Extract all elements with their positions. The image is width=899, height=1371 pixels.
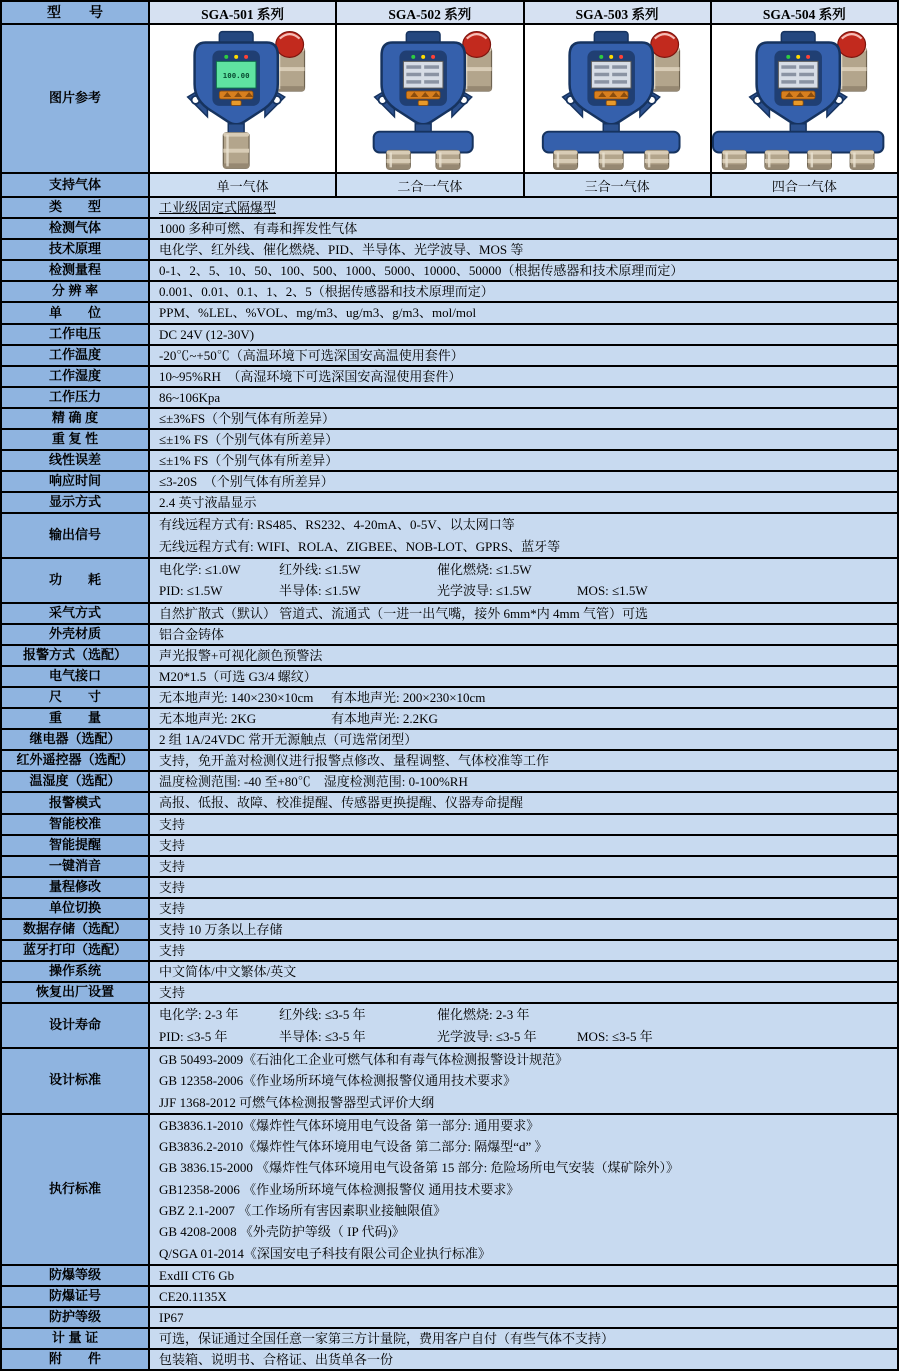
- spec-label: 工作湿度: [2, 367, 150, 386]
- spec-value-line: [159, 793, 893, 812]
- spec-row: [2, 282, 897, 303]
- spec-row: [2, 261, 897, 282]
- spec-value: 支持: [159, 858, 186, 874]
- spec-value-line: [159, 1049, 893, 1070]
- spec-value-cell: [150, 261, 897, 280]
- image-cells: [150, 25, 897, 172]
- gas-type-cell: 三合一气体: [525, 174, 712, 196]
- spec-value-line: [159, 430, 893, 449]
- spec-row: [2, 559, 897, 604]
- spec-value: 光学波导: ≤1.5W: [437, 583, 532, 599]
- spec-label: 量程修改: [2, 878, 150, 897]
- spec-value-line: [159, 1092, 893, 1113]
- spec-value-cell: [150, 219, 897, 238]
- spec-value: 支持: [159, 900, 186, 916]
- model-header-sga-503: SGA-503 系列: [525, 2, 712, 23]
- spec-value: 无本地声光: 2KG: [159, 711, 257, 727]
- spec-value: DC 24V (12-30V): [159, 326, 255, 342]
- spec-value: 电化学: ≤1.0W: [159, 562, 241, 577]
- spec-value: 支持: [159, 879, 186, 895]
- spec-value-cell: [150, 1329, 897, 1348]
- spec-value-line: [159, 261, 893, 280]
- spec-value-cell: [150, 625, 897, 644]
- spec-value: -20℃~+50℃（高温环境下可选深国安高温使用套件）: [159, 347, 464, 363]
- spec-value-cell: [150, 857, 897, 876]
- spec-label: 附 件: [2, 1350, 150, 1369]
- spec-value-line: [159, 1026, 893, 1047]
- spec-label: 防爆证号: [2, 1287, 150, 1306]
- spec-value: 有本地声光: 2.2KG: [331, 711, 438, 727]
- spec-row: [2, 688, 897, 709]
- gas-row-label: 支持气体: [2, 174, 150, 196]
- spec-value-line: [159, 282, 893, 301]
- spec-label: 响应时间: [2, 472, 150, 491]
- spec-value-line: [159, 409, 893, 428]
- spec-label: 外壳材质: [2, 625, 150, 644]
- spec-label: 技术原理: [2, 240, 150, 259]
- spec-value-cell: [150, 941, 897, 960]
- spec-value: M20*1.5（可选 G3/4 螺纹）: [159, 668, 317, 684]
- spec-value: 支持: [159, 816, 186, 832]
- product-image-sga-502: [337, 25, 524, 172]
- spec-value-cell: [150, 198, 897, 217]
- spec-value-line: [159, 1221, 893, 1242]
- spec-label: 设计标准: [2, 1049, 150, 1113]
- image-row: [2, 25, 897, 174]
- spec-value-cell: [150, 1115, 897, 1264]
- spec-value: GB 12358-2006《作业场所环境气体检测报警仪通用技术要求》: [159, 1073, 517, 1089]
- spec-value-line: [159, 730, 893, 749]
- spec-row: [2, 430, 897, 451]
- spec-label: 类 型: [2, 198, 150, 217]
- spec-value-cell: [150, 240, 897, 259]
- spec-value-cell: [150, 451, 897, 470]
- spec-value: 催化燃烧: 2-3 年: [437, 1007, 530, 1023]
- spec-value-line: [159, 388, 893, 407]
- product-image-sga-504: [712, 25, 897, 172]
- spec-row: [2, 1266, 897, 1287]
- spec-value: 1000 多种可燃、有毒和挥发性气体: [159, 221, 358, 237]
- spec-label: 电气接口: [2, 667, 150, 686]
- model-header-cells: [150, 2, 897, 23]
- spec-label: 单位切换: [2, 899, 150, 918]
- spec-value: 0-1、2、5、10、50、100、500、1000、5000、10000、50000（根据传感器和技术原理而定）: [159, 263, 684, 279]
- spec-label: 检测气体: [2, 219, 150, 238]
- spec-value-line: [159, 472, 893, 491]
- spec-value-cell: [150, 1004, 897, 1047]
- spec-value-line: [159, 198, 893, 217]
- spec-value-line: [159, 920, 893, 939]
- spec-value-cell: [150, 1350, 897, 1369]
- spec-row: [2, 1350, 897, 1369]
- svg-text:100.00: 100.00: [222, 71, 250, 81]
- spec-value: GB 50493-2009《石油化工企业可燃气体和有毒气体检测报警设计规范》: [159, 1051, 569, 1067]
- image-row-label: 图片参考: [2, 25, 150, 172]
- spec-value: 半导体: ≤1.5W: [279, 583, 361, 599]
- spec-row: [2, 625, 897, 646]
- spec-value: MOS: ≤3-5 年: [577, 1028, 653, 1044]
- gas-detector-single-illustration: [150, 25, 335, 172]
- gas-detector-quad-illustration: [712, 25, 897, 172]
- spec-label: 采气方式: [2, 604, 150, 623]
- spec-value-line: [159, 367, 893, 386]
- spec-label: 执行标准: [2, 1115, 150, 1264]
- spec-row: [2, 346, 897, 367]
- spec-row: [2, 709, 897, 730]
- spec-value-line: [159, 625, 893, 644]
- spec-value: 中文简体/中文繁体/英文: [159, 964, 297, 980]
- spec-row: [2, 1287, 897, 1308]
- spec-value-line: [159, 536, 893, 557]
- spec-label: 操作系统: [2, 962, 150, 981]
- spec-value: 2 组 1A/24VDC 常开无源触点（可选常闭型）: [159, 732, 418, 748]
- spec-label: 计 量 证: [2, 1329, 150, 1348]
- spec-label: 重 量: [2, 709, 150, 728]
- spec-value-cell: [150, 730, 897, 749]
- spec-value-cell: [150, 346, 897, 365]
- spec-value: 可选，保证通过全国任意一家第三方计量院，费用客户自付（有些气体不支持）: [159, 1331, 615, 1347]
- product-image-sga-503: [525, 25, 712, 172]
- spec-value: PPM、%LEL、%VOL、mg/m3、ug/m3、g/m3、mol/mol: [159, 305, 477, 321]
- gas-type-cell: 二合一气体: [337, 174, 524, 196]
- spec-value: 支持: [159, 837, 186, 853]
- spec-value-line: [159, 836, 893, 855]
- spec-value: 电化学: 2-3 年: [159, 1007, 239, 1023]
- spec-value-cell: [150, 303, 897, 322]
- spec-row: [2, 1049, 897, 1115]
- spec-value: 红外线: ≤3-5 年: [279, 1007, 366, 1023]
- spec-value: 支持，免开盖对检测仪进行报警点修改、量程调整、气体校准等工作: [159, 753, 550, 769]
- spec-value-line: [159, 688, 893, 707]
- spec-value: GB 4208-2008 《外壳防护等级（ IP 代码)》: [159, 1224, 405, 1240]
- spec-row: [2, 493, 897, 514]
- spec-value: 工业级固定式隔爆型: [159, 200, 277, 215]
- spec-value-cell: [150, 282, 897, 301]
- spec-label: 一键消音: [2, 857, 150, 876]
- spec-value: 无线远程方式有: WIFI、ROLA、ZIGBEE、NOB-LOT、GPRS、蓝牙等: [159, 538, 561, 554]
- spec-value: 半导体: ≤3-5 年: [279, 1028, 366, 1044]
- spec-value: GB3836.1-2010《爆炸性气体环境用电气设备 第一部分: 通用要求》: [159, 1117, 540, 1133]
- spec-value-line: [159, 1266, 893, 1285]
- spec-value: 光学波导: ≤3-5 年: [437, 1028, 537, 1044]
- spec-value-line: [159, 772, 893, 791]
- gas-type-cell: 四合一气体: [712, 174, 897, 196]
- spec-value: 无本地声光: 140×230×10cm: [159, 689, 314, 705]
- spec-value: 电化学、红外线、催化燃烧、PID、半导体、光学波导、MOS 等: [159, 242, 524, 258]
- spec-row: [2, 772, 897, 793]
- spec-value: GB 3836.15-2000 《爆炸性气体环境用电气设备第 15 部分: 危险场所电气安装（煤矿除外）》: [159, 1160, 680, 1176]
- spec-value-line: [159, 878, 893, 897]
- spec-value-cell: [150, 751, 897, 770]
- spec-value-line: [159, 219, 893, 238]
- spec-row: [2, 857, 897, 878]
- spec-value: ≤±3%FS（个别气体有所差异）: [159, 410, 336, 426]
- spec-value-line: [159, 1350, 893, 1369]
- spec-value-cell: [150, 772, 897, 791]
- spec-value-line: [159, 751, 893, 770]
- model-header-label: 型 号: [2, 2, 150, 23]
- spec-row: [2, 198, 897, 219]
- spec-label: 红外遥控器（选配）: [2, 751, 150, 770]
- spec-value: GB3836.2-2010《爆炸性气体环境用电气设备 第二部分: 隔爆型“d” 》: [159, 1139, 548, 1155]
- spec-value-line: [159, 346, 893, 365]
- spec-value: ≤3-20S （个别气体有所差异）: [159, 474, 334, 490]
- spec-label: 工作电压: [2, 325, 150, 344]
- spec-value-cell: [150, 409, 897, 428]
- spec-label: 设计寿命: [2, 1004, 150, 1047]
- spec-value-line: [159, 559, 893, 580]
- spec-row: [2, 1329, 897, 1350]
- spec-row: [2, 604, 897, 625]
- spec-value-line: [159, 941, 893, 960]
- spec-row: [2, 878, 897, 899]
- spec-row: [2, 730, 897, 751]
- spec-row: [2, 240, 897, 261]
- spec-value-line: [159, 667, 893, 686]
- spec-value-line: [159, 1243, 893, 1264]
- gas-row: [2, 174, 897, 198]
- spec-value: 包装箱、说明书、合格证、出货单各一份: [159, 1352, 394, 1368]
- spec-row: [2, 1308, 897, 1329]
- spec-value: 支持: [159, 985, 186, 1001]
- spec-value-cell: [150, 1049, 897, 1113]
- spec-row: [2, 219, 897, 240]
- spec-row: [2, 920, 897, 941]
- spec-value-cell: [150, 899, 897, 918]
- spec-label: 单 位: [2, 303, 150, 322]
- spec-row: [2, 983, 897, 1004]
- spec-label: 重 复 性: [2, 430, 150, 449]
- spec-value: 自然扩散式（默认） 管道式、流通式（一进一出气嘴，接外 6mm*内 4mm 气管）可选: [159, 605, 648, 621]
- spec-value: 铝合金铸体: [159, 626, 225, 642]
- spec-value: 2.4 英寸液晶显示: [159, 495, 257, 511]
- spec-value-line: [159, 857, 893, 876]
- spec-row: [2, 367, 897, 388]
- spec-value-cell: [150, 983, 897, 1002]
- spec-value-cell: [150, 430, 897, 449]
- spec-value-line: [159, 604, 893, 623]
- spec-value-line: [159, 1200, 893, 1221]
- spec-label: 工作温度: [2, 346, 150, 365]
- spec-value-cell: [150, 559, 897, 602]
- spec-value-cell: [150, 920, 897, 939]
- spec-label: 报警模式: [2, 793, 150, 812]
- model-header-sga-501: SGA-501 系列: [150, 2, 337, 23]
- spec-value: 86~106Kpa: [159, 389, 221, 405]
- spec-row: [2, 325, 897, 346]
- spec-label: 继电器（选配）: [2, 730, 150, 749]
- spec-row: [2, 962, 897, 983]
- spec-label: 工作压力: [2, 388, 150, 407]
- spec-label: 防爆等级: [2, 1266, 150, 1285]
- spec-row: [2, 941, 897, 962]
- spec-value-cell: [150, 646, 897, 665]
- spec-value-cell: [150, 836, 897, 855]
- spec-value-cell: [150, 688, 897, 707]
- spec-row: [2, 1004, 897, 1049]
- spec-value: ≤±1% FS（个别气体有所差异）: [159, 432, 339, 448]
- spec-value-cell: [150, 472, 897, 491]
- gas-type-cells: [150, 174, 897, 196]
- spec-value: ExdII CT6 Gb: [159, 1267, 235, 1283]
- product-image-sga-501: [150, 25, 337, 172]
- spec-row: [2, 815, 897, 836]
- spec-value-cell: [150, 667, 897, 686]
- spec-value: GBZ 2.1-2007 《工作场所有害因素职业接触限值》: [159, 1203, 447, 1219]
- spec-value: ≤±1% FS（个别气体有所差异）: [159, 453, 339, 469]
- spec-value-cell: [150, 493, 897, 512]
- spec-label: 显示方式: [2, 493, 150, 512]
- spec-value-cell: [150, 1266, 897, 1285]
- spec-value: 温度检测范围: -40 至+80℃ 湿度检测范围: 0-100%RH: [159, 774, 468, 790]
- model-header-sga-502: SGA-502 系列: [337, 2, 524, 23]
- spec-row: [2, 388, 897, 409]
- spec-value: PID: ≤1.5W: [159, 583, 223, 599]
- spec-value-line: [159, 514, 893, 535]
- spec-value: JJF 1368-2012 可燃气体检测报警器型式评价大纲: [159, 1094, 435, 1110]
- spec-value-cell: [150, 604, 897, 623]
- spec-value-line: [159, 709, 893, 728]
- spec-value-line: [159, 1179, 893, 1200]
- spec-value-line: [159, 1070, 893, 1091]
- spec-value: PID: ≤3-5 年: [159, 1028, 228, 1044]
- spec-value: CE20.1135X: [159, 1289, 227, 1305]
- spec-row: [2, 451, 897, 472]
- spec-value-line: [159, 303, 893, 322]
- spec-row: [2, 472, 897, 493]
- gas-detector-dual-illustration: [337, 25, 522, 172]
- spec-row: [2, 514, 897, 559]
- spec-value-line: [159, 580, 893, 601]
- spec-value: 高报、低报、故障、校准提醒、传感器更换提醒、仪器寿命提醒: [159, 795, 524, 811]
- spec-value-cell: [150, 514, 897, 557]
- spec-value-cell: [150, 388, 897, 407]
- spec-value: GB12358-2006 《作业场所环境气体检测报警仪 通用技术要求》: [159, 1181, 520, 1197]
- spec-value-line: [159, 1004, 893, 1025]
- model-header-sga-504: SGA-504 系列: [712, 2, 897, 23]
- spec-value: 有本地声光: 200×230×10cm: [331, 689, 486, 705]
- spec-label: 输出信号: [2, 514, 150, 557]
- spec-value-cell: [150, 709, 897, 728]
- spec-value-line: [159, 815, 893, 834]
- spec-label: 报警方式（选配）: [2, 646, 150, 665]
- spec-value-line: [159, 451, 893, 470]
- spec-value-cell: [150, 1308, 897, 1327]
- spec-value: 支持 10 万条以上存储: [159, 922, 283, 937]
- gas-type-cell: 单一气体: [150, 174, 337, 196]
- spec-label: 蓝牙打印（选配）: [2, 941, 150, 960]
- spec-row: [2, 793, 897, 814]
- spec-value: Q/SGA 01-2014《深国安电子科技有限公司企业执行标准》: [159, 1245, 491, 1261]
- spec-label: 智能提醒: [2, 836, 150, 855]
- spec-value-cell: [150, 1287, 897, 1306]
- spec-value: 有线远程方式有: RS485、RS232、4-20mA、0-5V、以太网口等: [159, 517, 515, 533]
- spec-value-line: [159, 1308, 893, 1327]
- spec-value-cell: [150, 962, 897, 981]
- spec-value-cell: [150, 793, 897, 812]
- spec-label: 温湿度（选配）: [2, 772, 150, 791]
- spec-label: 尺 寸: [2, 688, 150, 707]
- spec-row: [2, 751, 897, 772]
- spec-row: [2, 409, 897, 430]
- spec-label: 线性误差: [2, 451, 150, 470]
- spec-row: [2, 899, 897, 920]
- spec-value: 红外线: ≤1.5W: [279, 562, 361, 577]
- spec-value: 催化燃烧: ≤1.5W: [437, 562, 532, 577]
- spec-value: 10~95%RH （高湿环境下可选深国安高湿使用套件）: [159, 368, 462, 384]
- spec-value-line: [159, 1329, 893, 1348]
- gas-detector-triple-illustration: [525, 25, 710, 172]
- spec-label: 智能校准: [2, 815, 150, 834]
- spec-value-line: [159, 899, 893, 918]
- spec-value: MOS: ≤1.5W: [577, 583, 648, 599]
- spec-label: 防护等级: [2, 1308, 150, 1327]
- spec-row: [2, 1115, 897, 1266]
- spec-value-line: [159, 325, 893, 344]
- spec-label: 功 耗: [2, 559, 150, 602]
- spec-value-line: [159, 962, 893, 981]
- spec-value-cell: [150, 815, 897, 834]
- spec-row: [2, 646, 897, 667]
- spec-label: 数据存储（选配）: [2, 920, 150, 939]
- spec-value-cell: [150, 325, 897, 344]
- spec-value-cell: [150, 878, 897, 897]
- spec-row: [2, 303, 897, 324]
- spec-label: 分 辨 率: [2, 282, 150, 301]
- spec-value-line: [159, 1287, 893, 1306]
- spec-label: 恢复出厂设置: [2, 983, 150, 1002]
- spec-value: 0.001、0.01、0.1、1、2、5（根据传感器和技术原理而定）: [159, 284, 494, 300]
- spec-row: [2, 667, 897, 688]
- spec-value: IP67: [159, 1310, 184, 1326]
- model-header-row: [2, 2, 897, 25]
- spec-value-line: [159, 1136, 893, 1157]
- spec-value-cell: [150, 367, 897, 386]
- spec-value-line: [159, 1157, 893, 1178]
- spec-value: 支持: [159, 943, 186, 959]
- spec-row: [2, 836, 897, 857]
- spec-value-line: [159, 240, 893, 259]
- spec-label: 检测量程: [2, 261, 150, 280]
- spec-label: 精 确 度: [2, 409, 150, 428]
- spec-value-line: [159, 646, 893, 665]
- spec-value-line: [159, 1115, 893, 1136]
- spec-value-line: [159, 493, 893, 512]
- spec-value-line: [159, 983, 893, 1002]
- spec-value: 声光报警+可视化颜色预警法: [159, 647, 323, 663]
